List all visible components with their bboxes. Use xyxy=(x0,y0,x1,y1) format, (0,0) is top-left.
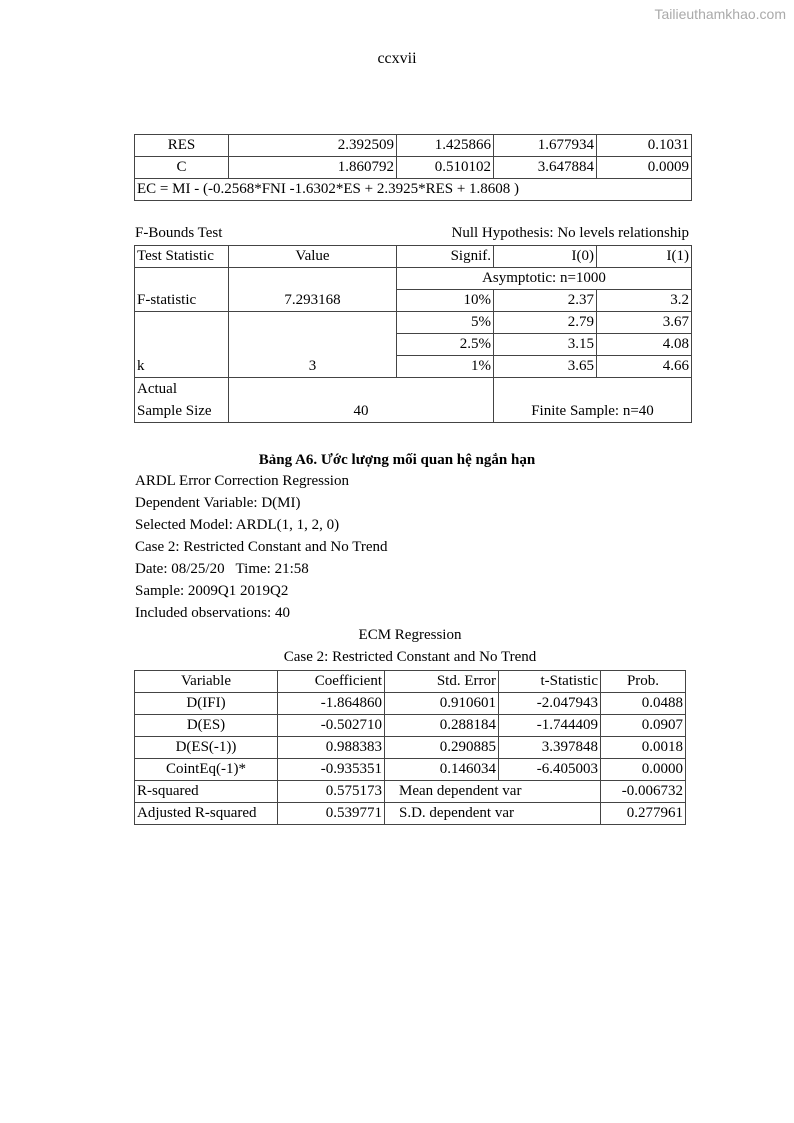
cell: 0.146034 xyxy=(385,759,499,781)
table-row xyxy=(135,135,692,157)
header-cell: I(1) xyxy=(597,246,692,268)
table-row xyxy=(135,378,692,423)
watermark: Tailieuthamkhao.com xyxy=(654,6,786,22)
ecm-title: ECM Regression xyxy=(358,627,462,643)
cell: 3.15 xyxy=(494,334,597,356)
header-cell: t-Statistic xyxy=(499,671,601,693)
info-line: Sample: 2009Q1 2019Q2 xyxy=(135,583,289,599)
table-row xyxy=(135,759,686,781)
cell: -0.502710 xyxy=(278,715,385,737)
cell: 10% xyxy=(397,290,494,312)
header-cell: Std. Error xyxy=(385,671,499,693)
table-row xyxy=(135,179,692,201)
info-line: Selected Model: ARDL(1, 1, 2, 0) xyxy=(135,517,340,533)
fbounds-title: F-Bounds Test xyxy=(135,225,223,241)
header-cell: Test Statistic xyxy=(135,246,229,268)
cell: 0.1031 xyxy=(597,135,692,157)
info-line: Included observations: 40 xyxy=(135,605,290,621)
cell: 5% xyxy=(397,312,494,334)
cell: 0.0000 xyxy=(601,759,686,781)
cell: 0.288184 xyxy=(385,715,499,737)
cell: 0.539771 xyxy=(278,803,385,825)
cell: Adjusted R-squared xyxy=(135,803,278,825)
cell: C xyxy=(135,157,229,179)
cell: 4.66 xyxy=(597,356,692,378)
k-label: k xyxy=(135,312,229,378)
header-cell: Variable xyxy=(135,671,278,693)
finite-sample-label: Finite Sample: n=40 xyxy=(494,378,692,423)
cell: RES xyxy=(135,135,229,157)
cell: -0.006732 xyxy=(601,781,686,803)
cell: 0.575173 xyxy=(278,781,385,803)
cell: 0.510102 xyxy=(397,157,494,179)
cell: 2.5% xyxy=(397,334,494,356)
k-value: 3 xyxy=(229,312,397,378)
info-line: Date: 08/25/20 Time: 21:58 xyxy=(135,561,309,577)
header-cell: Prob. xyxy=(601,671,686,693)
cell: 3.65 xyxy=(494,356,597,378)
cell: 3.2 xyxy=(597,290,692,312)
ecm-table xyxy=(134,670,686,825)
table-row xyxy=(135,157,692,179)
cell: 1% xyxy=(397,356,494,378)
header-cell: Signif. xyxy=(397,246,494,268)
cell: -2.047943 xyxy=(499,693,601,715)
cell: CointEq(-1)* xyxy=(135,759,278,781)
cell: S.D. dependent var xyxy=(385,803,601,825)
asymptotic-label: Asymptotic: n=1000 xyxy=(397,268,692,290)
cell: 0.0009 xyxy=(597,157,692,179)
cell: 0.277961 xyxy=(601,803,686,825)
info-line: Case 2: Restricted Constant and No Trend xyxy=(135,539,388,555)
cell: D(ES) xyxy=(135,715,278,737)
cell: 0.910601 xyxy=(385,693,499,715)
cell: 2.392509 xyxy=(229,135,397,157)
cell: 0.290885 xyxy=(385,737,499,759)
cell: 1.425866 xyxy=(397,135,494,157)
cell: Mean dependent var xyxy=(385,781,601,803)
ec-equation: EC = MI - (-0.2568*FNI -1.6302*ES + 2.3925*RES + 1.8608 ) xyxy=(135,179,692,201)
header-cell: Value xyxy=(229,246,397,268)
table-row xyxy=(135,268,692,290)
cell: 4.08 xyxy=(597,334,692,356)
cell: 0.988383 xyxy=(278,737,385,759)
cell: R-squared xyxy=(135,781,278,803)
coefficient-table-continued xyxy=(134,134,692,201)
cell: -1.864860 xyxy=(278,693,385,715)
stats-row xyxy=(135,803,686,825)
table-header-row xyxy=(135,246,692,268)
cell: -1.744409 xyxy=(499,715,601,737)
cell: 0.0907 xyxy=(601,715,686,737)
header-cell: I(0) xyxy=(494,246,597,268)
table-header-row xyxy=(135,671,686,693)
cell: 1.860792 xyxy=(229,157,397,179)
ecm-subtitle: Case 2: Restricted Constant and No Trend xyxy=(283,649,537,665)
stats-row xyxy=(135,781,686,803)
table-row xyxy=(135,715,686,737)
header-cell: Coefficient xyxy=(278,671,385,693)
sample-size-value: 40 xyxy=(229,378,494,423)
table-row xyxy=(135,737,686,759)
cell: 0.0018 xyxy=(601,737,686,759)
cell: 3.397848 xyxy=(499,737,601,759)
sample-label-line-2: Sample Size xyxy=(137,403,212,419)
cell: 2.37 xyxy=(494,290,597,312)
cell: D(IFI) xyxy=(135,693,278,715)
cell: D(ES(-1)) xyxy=(135,737,278,759)
cell: 1.677934 xyxy=(494,135,597,157)
table-row xyxy=(135,312,692,334)
sample-size-label xyxy=(135,378,229,423)
fstat-value: 7.293168 xyxy=(229,268,397,312)
sample-label-line-1: Actual xyxy=(137,381,177,397)
section-heading: Bảng A6. Ước lượng mối quan hệ ngắn hạn xyxy=(258,452,536,468)
cell: 3.647884 xyxy=(494,157,597,179)
fbounds-table xyxy=(134,245,692,423)
info-line: ARDL Error Correction Regression xyxy=(135,473,349,489)
cell: 2.79 xyxy=(494,312,597,334)
cell: 3.67 xyxy=(597,312,692,334)
cell: -0.935351 xyxy=(278,759,385,781)
page-number: ccxvii xyxy=(377,50,417,67)
info-line: Dependent Variable: D(MI) xyxy=(135,495,301,511)
cell: 0.0488 xyxy=(601,693,686,715)
fbounds-null-hypothesis: Null Hypothesis: No levels relationship xyxy=(451,225,689,241)
cell: -6.405003 xyxy=(499,759,601,781)
fstat-label: F-statistic xyxy=(135,268,229,312)
table-row xyxy=(135,693,686,715)
